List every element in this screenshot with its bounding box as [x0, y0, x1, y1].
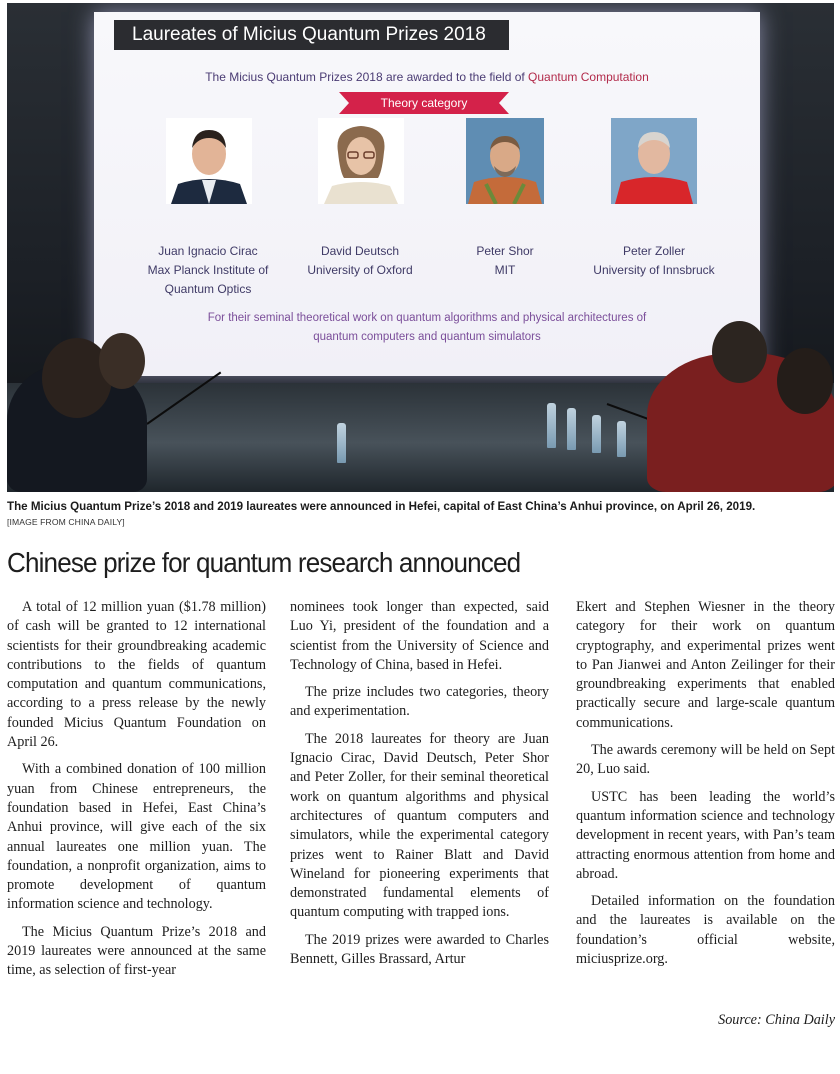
water-bottle [337, 423, 346, 463]
article-column-3 [576, 598, 835, 977]
laureate-affiliation-line2: Quantum Optics [164, 282, 252, 296]
portrait-deutsch [318, 118, 404, 204]
screen-subtitle-prefix: The Micius Quantum Prizes 2018 are awarded to the field of [205, 70, 525, 84]
article-column-2 [290, 598, 549, 977]
screen-citation-line2: quantum computers and quantum simulators [313, 331, 541, 343]
water-bottle [567, 408, 576, 450]
paragraph: The awards ceremony will be held on Sept 20, Luo said. [576, 742, 835, 778]
paragraph: The Micius Quantum Prize’s 2018 and 2019 laureates were announced at the same time, as selection of first-year [7, 923, 266, 979]
screen-subtitle-field: Quantum Computation [528, 70, 649, 84]
water-bottle [592, 415, 601, 453]
attendee-head [712, 321, 767, 383]
news-photo [7, 3, 834, 492]
screen-subtitle [94, 70, 760, 84]
attendee-head [99, 333, 145, 389]
article-source: Source: China Daily [718, 1012, 835, 1028]
portrait-shor [466, 118, 544, 204]
screen-citation-line1: For their seminal theoretical work on quantum algorithms and physical architectures of [207, 312, 647, 324]
photo-credit: [IMAGE FROM CHINA DAILY] [7, 517, 125, 527]
laureate-zoller [574, 242, 734, 280]
screen-citation [94, 309, 760, 347]
paragraph: Detailed information on the foundation and the laureates is available on the foundation’s official website, miciusprize.org. [576, 893, 835, 968]
laureate-affiliation: MIT [494, 263, 516, 277]
paragraph: Ekert and Stephen Wiesner in the theory category for their work on quantum cryptography, and experimental prizes went to Pan Jianwei and Anton Zeilinger for their groundbreaking experiments that enabled practically secure and large-scale quantum communications. [576, 599, 835, 731]
water-bottle [547, 403, 556, 448]
paragraph: USTC has been leading the world’s quantum information science and technology development in recent years, with Pan’s team attracting enormous attention from home and abroad. [576, 788, 835, 882]
paragraph: A total of 12 million yuan ($1.78 million) of cash will be granted to 12 international scientists for their groundbreaking academic contributions to the fields of quantum computation and quantum communications, according to a press release by the newly founded Micius Quantum Foundation on April 26. [7, 599, 266, 751]
projection-screen [94, 12, 760, 376]
laureate-cirac [128, 242, 288, 299]
paragraph: The prize includes two categories, theory and experimentation. [290, 684, 549, 720]
laureate-name: Juan Ignacio Cirac [158, 244, 258, 258]
portrait-cirac [166, 118, 252, 204]
photo-caption: The Micius Quantum Prize’s 2018 and 2019 laureates were announced in Hefei, capital of East China’s Anhui province, on April 26, 2019. [7, 500, 756, 513]
laureate-name: David Deutsch [320, 244, 400, 258]
paragraph: With a combined donation of 100 million yuan from Chinese entrepreneurs, the foundation based in Hefei, East China’s Anhui province, will give each of the six annual laureates one million yuan. The foundation, a nonprofit organization, aims to promote development of quantum information science and technology. [7, 761, 266, 913]
laureate-affiliation: Max Planck Institute of [147, 263, 269, 277]
article-headline: Chinese prize for quantum research announced [7, 547, 521, 578]
paragraph: The 2018 laureates for theory are Juan Ignacio Cirac, David Deutsch, Peter Shor and Peter Zoller, for their seminal theoretical work on quantum algorithms and physical architectures of quantum computers and simulators, while the experimental category prizes went to Rainer Blatt and David Wineland for pioneering experiments that demonstrated fundamental elements of quantum computing with trapped ions. [290, 730, 549, 921]
laureate-affiliation: University of Innsbruck [593, 263, 715, 277]
paragraph: The 2019 prizes were awarded to Charles Bennett, Gilles Brassard, Artur [290, 931, 549, 968]
screen-title: Laureates of Micius Quantum Prizes 2018 [114, 20, 509, 50]
category-banner-label: Theory category [380, 96, 468, 110]
laureate-shor [425, 242, 585, 280]
laureate-name: Peter Zoller [622, 244, 686, 258]
laureate-name: Peter Shor [476, 244, 534, 258]
laureate-affiliation: University of Oxford [307, 263, 413, 277]
attendee-head [777, 348, 833, 414]
paragraph: nominees took longer than expected, said Luo Yi, president of the foundation and a scientist from the University of Science and Technology of China, based in Hefei. [290, 599, 549, 673]
article-column-1 [7, 598, 266, 989]
laureate-deutsch [280, 242, 440, 280]
water-bottle [617, 421, 626, 457]
portrait-zoller [611, 118, 697, 204]
